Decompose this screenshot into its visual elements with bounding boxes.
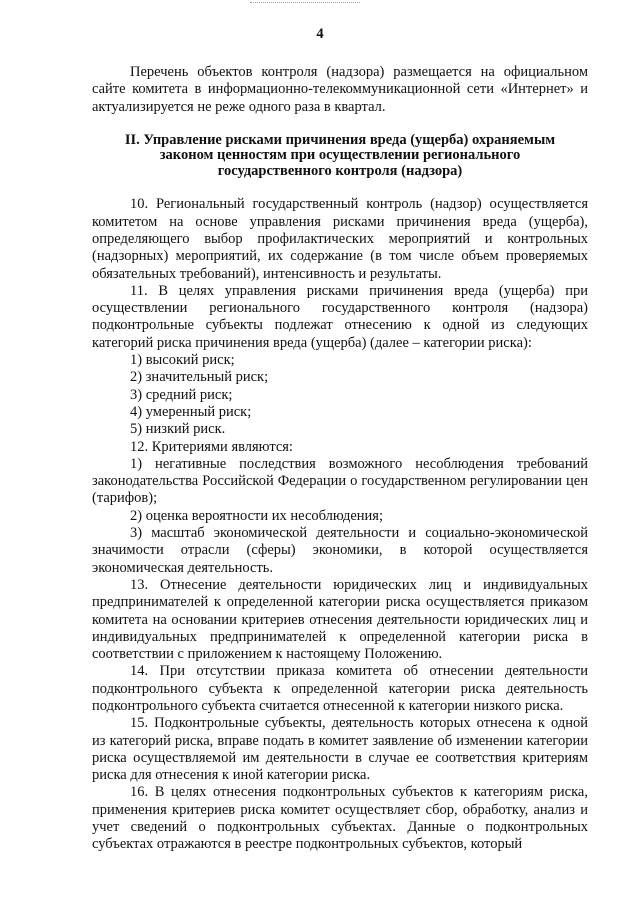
criteria-item: 1) негативные последствия возможного несоблюдения требований законодательства Российской Федерации о государственном регулировании цен (тарифов); xyxy=(92,455,588,507)
paragraph-14: 14. При отсутствии приказа комитета об отнесении деятельности подконтрольного субъекта к определенной категории риска деятельность подконтрольного субъекта считается отнесенной к категории низкого риска. xyxy=(92,663,588,714)
criteria-item: 3) масштаб экономической деятельности и социально-экономической значимости отрасли (сферы) экономики, в которой осуществляется экономическая деятельность. xyxy=(92,525,588,576)
risk-item: 1) высокий риск; xyxy=(130,352,235,369)
risk-item: 4) умеренный риск; xyxy=(130,403,252,420)
page-number: 4 xyxy=(316,26,324,42)
paragraph-12: 12. Критериями являются: xyxy=(130,438,293,455)
risk-item: 3) средний риск; xyxy=(130,386,233,403)
paragraph-10: 10. Региональный государственный контроль (надзор) осуществляется комитетом на основе управления рисками причинения вреда (ущерба), определяющего выбор профилактических мероприятий и контрольных (надзорных) мероприятий, их содержание (в том числе объем проверяемых обязательных требований), интенсивность и результаты. xyxy=(92,196,588,282)
paragraph-13: 13. Отнесение деятельности юридических лиц и индивидуальных предпринимателей к определенной категории риска осуществляется приказом комитета на основании критериев отнесения деятельности юридических лиц и индивидуальных предпринимателей к определенной категории риска в соответствии с приложением к настоящему Положению. xyxy=(92,576,588,663)
paragraph-16: 16. В целях отнесения подконтрольных субъектов к категориям риска, применения критериев риска комитет осуществляет сбор, обработку, анализ и учет сведений о подконтрольных субъектах. Данные о подконтрольных субъектах отражаются в реестре подконтрольных субъектов, который xyxy=(92,784,588,853)
paragraph-15: 15. Подконтрольные субъекты, деятельность которых отнесена к одной из категорий риска, вправе подать в комитет заявление об изменении категории риска осуществляемой им деятельности в случае ее соответствия критериям риска для отнесения к иной категории риска. xyxy=(92,715,588,784)
scan-artifact xyxy=(250,2,360,6)
section-heading: II. Управление рисками причинения вреда (ущерба) охраняемым законом ценностям при осуществлении регионального государственного контроля (надзора) xyxy=(124,131,556,179)
risk-item: 5) низкий риск. xyxy=(130,421,226,438)
criteria-item: 2) оценка вероятности их несоблюдения; xyxy=(130,507,384,524)
document-body xyxy=(92,64,588,854)
intro-paragraph: Перечень объектов контроля (надзора) размещается на официальном сайте комитета в информационно-телекоммуникационной сети «Интернет» и актуализируется не реже одного раза в квартал. xyxy=(92,64,588,115)
risk-item: 2) значительный риск; xyxy=(130,369,269,386)
paragraph-11: 11. В целях управления рисками причинения вреда (ущерба) при осуществлении регионального государственного контроля (надзора) подконтрольные субъекты подлежат отнесению к одной из следующих категорий риска причинения вреда (ущерба) (далее – категории риска): xyxy=(92,282,588,351)
